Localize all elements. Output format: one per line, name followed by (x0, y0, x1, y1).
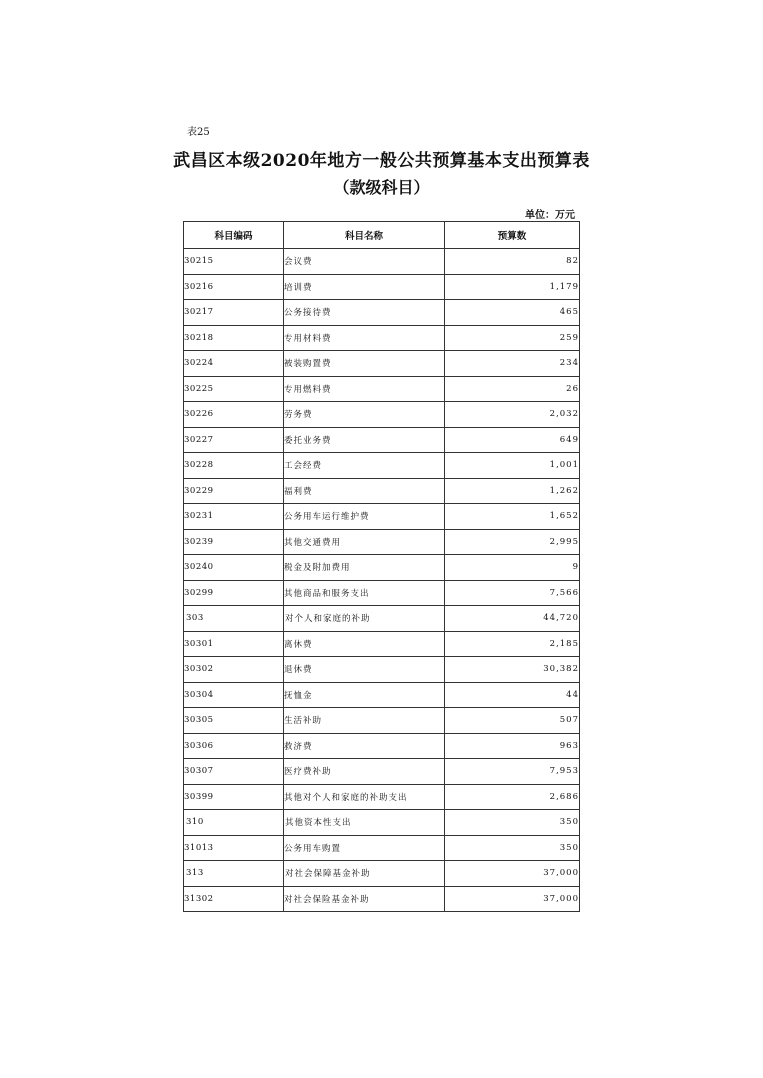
table-number: 表25 (187, 127, 210, 138)
unit-label: 单位：万元 (525, 210, 575, 221)
cell-code: 30306 (184, 733, 284, 759)
cell-name: 对个人和家庭的补助 (284, 606, 445, 632)
cell-name: 劳务费 (284, 402, 445, 428)
cell-amount: 9 (445, 555, 580, 581)
cell-name: 其他交通费用 (284, 529, 445, 555)
cell-name: 救济费 (284, 733, 445, 759)
table-row (184, 682, 580, 708)
header-code: 科目编码 (184, 222, 284, 249)
cell-amount: 1,179 (445, 274, 580, 300)
table-row (184, 325, 580, 351)
cell-amount: 1,001 (445, 453, 580, 479)
table-row (184, 861, 580, 887)
table-row (184, 376, 580, 402)
table-row (184, 580, 580, 606)
cell-name: 生活补助 (284, 708, 445, 734)
cell-code: 30399 (184, 784, 284, 810)
cell-amount: 2,995 (445, 529, 580, 555)
cell-code: 30227 (184, 427, 284, 453)
table-row (184, 504, 580, 530)
cell-amount: 1,262 (445, 478, 580, 504)
cell-name: 会议费 (284, 249, 445, 275)
cell-code: 30240 (184, 555, 284, 581)
table-row (184, 555, 580, 581)
table-row (184, 453, 580, 479)
table-row (184, 427, 580, 453)
cell-code: 30304 (184, 682, 284, 708)
table-row (184, 631, 580, 657)
cell-amount: 82 (445, 249, 580, 275)
table-row (184, 835, 580, 861)
cell-code: 30226 (184, 402, 284, 428)
table-row (184, 351, 580, 377)
cell-code: 30305 (184, 708, 284, 734)
cell-amount: 37,000 (445, 861, 580, 887)
cell-amount: 2,686 (445, 784, 580, 810)
table-row (184, 249, 580, 275)
cell-amount: 2,185 (445, 631, 580, 657)
cell-code: 30217 (184, 300, 284, 326)
cell-code: 30215 (184, 249, 284, 275)
cell-amount: 44,720 (445, 606, 580, 632)
table-row (184, 810, 580, 836)
cell-code: 303 (184, 606, 284, 632)
table-row (184, 886, 580, 912)
cell-name: 工会经费 (284, 453, 445, 479)
table-row (184, 657, 580, 683)
cell-name: 福利费 (284, 478, 445, 504)
cell-name: 离休费 (284, 631, 445, 657)
cell-code: 31302 (184, 886, 284, 912)
cell-code: 30218 (184, 325, 284, 351)
cell-amount: 7,566 (445, 580, 580, 606)
cell-amount: 44 (445, 682, 580, 708)
cell-name: 抚恤金 (284, 682, 445, 708)
table-header-row (184, 222, 580, 249)
cell-amount: 649 (445, 427, 580, 453)
cell-amount: 37,000 (445, 886, 580, 912)
cell-name: 退休费 (284, 657, 445, 683)
cell-amount: 350 (445, 810, 580, 836)
cell-name: 对社会保障基金补助 (284, 861, 445, 887)
cell-name: 委托业务费 (284, 427, 445, 453)
table-row (184, 402, 580, 428)
cell-name: 其他对个人和家庭的补助支出 (284, 784, 445, 810)
table-row (184, 759, 580, 785)
cell-code: 30302 (184, 657, 284, 683)
header-name: 科目名称 (284, 222, 445, 249)
budget-table (183, 221, 580, 912)
cell-amount: 350 (445, 835, 580, 861)
cell-code: 31013 (184, 835, 284, 861)
cell-name: 公务用车购置 (284, 835, 445, 861)
cell-name: 其他资本性支出 (284, 810, 445, 836)
cell-code: 30231 (184, 504, 284, 530)
cell-code: 30301 (184, 631, 284, 657)
table-row (184, 784, 580, 810)
table-body (184, 249, 580, 912)
table-row (184, 733, 580, 759)
cell-amount: 507 (445, 708, 580, 734)
cell-name: 培训费 (284, 274, 445, 300)
cell-name: 对社会保险基金补助 (284, 886, 445, 912)
cell-name: 专用材料费 (284, 325, 445, 351)
cell-amount: 465 (445, 300, 580, 326)
cell-code: 30228 (184, 453, 284, 479)
cell-code: 30225 (184, 376, 284, 402)
cell-code: 313 (184, 861, 284, 887)
cell-name: 专用燃料费 (284, 376, 445, 402)
table-row (184, 529, 580, 555)
cell-code: 30224 (184, 351, 284, 377)
document-title: 武昌区本级2020年地方一般公共预算基本支出预算表 (173, 151, 590, 171)
cell-name: 公务用车运行维护费 (284, 504, 445, 530)
cell-code: 30239 (184, 529, 284, 555)
header-amount: 预算数 (445, 222, 580, 249)
table-row (184, 478, 580, 504)
cell-name: 被装购置费 (284, 351, 445, 377)
cell-code: 310 (184, 810, 284, 836)
table-row (184, 274, 580, 300)
table-row (184, 708, 580, 734)
cell-amount: 30,382 (445, 657, 580, 683)
cell-code: 30216 (184, 274, 284, 300)
cell-name: 税金及附加费用 (284, 555, 445, 581)
cell-code: 30299 (184, 580, 284, 606)
cell-code: 30229 (184, 478, 284, 504)
cell-amount: 1,652 (445, 504, 580, 530)
table-row (184, 300, 580, 326)
cell-amount: 26 (445, 376, 580, 402)
cell-amount: 963 (445, 733, 580, 759)
cell-name: 其他商品和服务支出 (284, 580, 445, 606)
cell-name: 医疗费补助 (284, 759, 445, 785)
cell-name: 公务接待费 (284, 300, 445, 326)
table-row (184, 606, 580, 632)
cell-code: 30307 (184, 759, 284, 785)
cell-amount: 7,953 (445, 759, 580, 785)
cell-amount: 2,032 (445, 402, 580, 428)
cell-amount: 259 (445, 325, 580, 351)
document-subtitle: （款级科目） (333, 178, 430, 197)
cell-amount: 234 (445, 351, 580, 377)
